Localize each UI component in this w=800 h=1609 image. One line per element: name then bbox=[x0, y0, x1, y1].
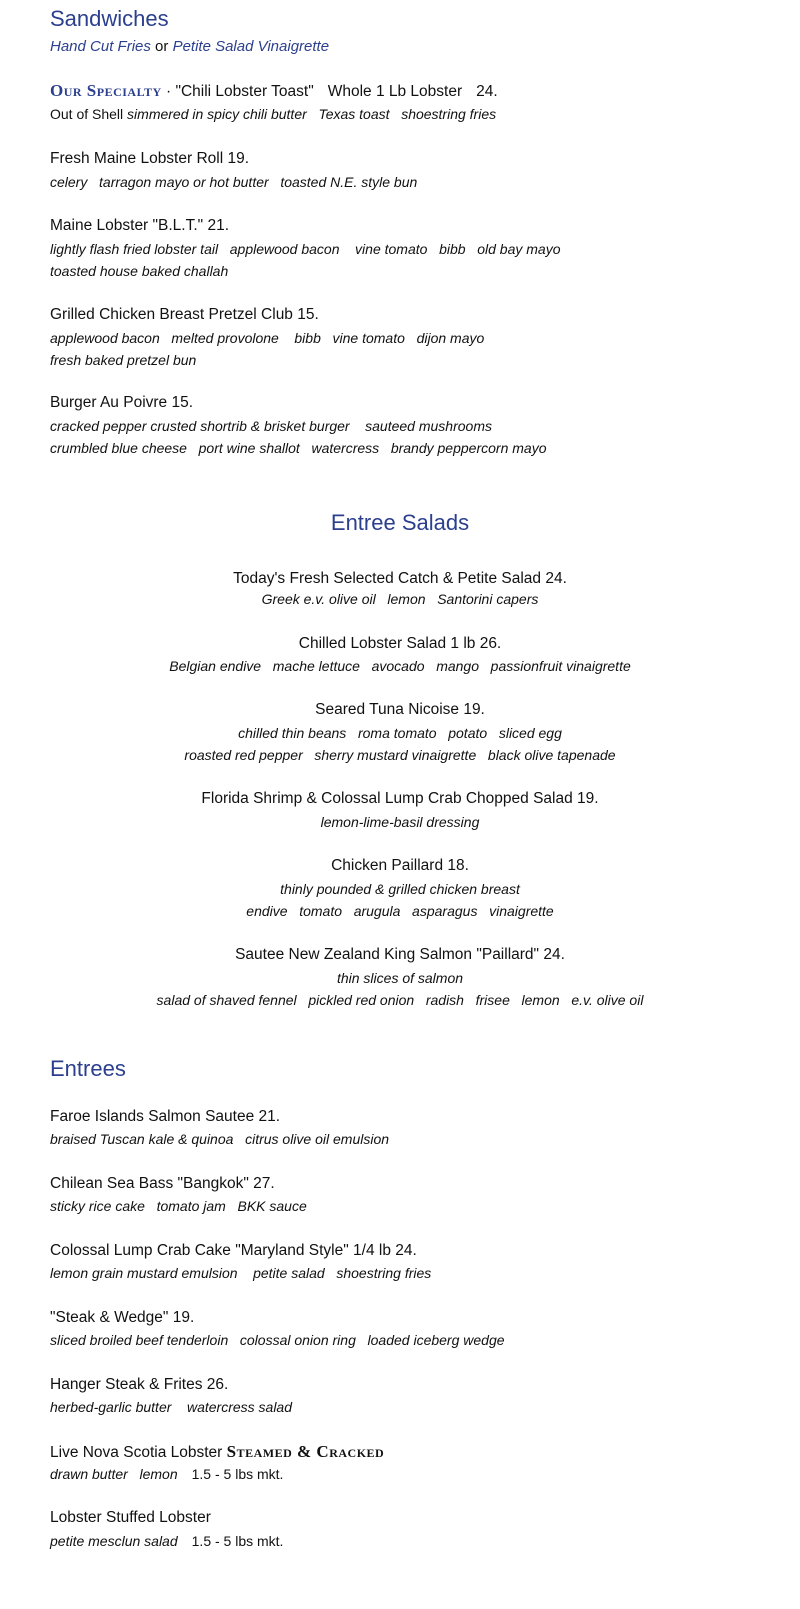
menu-item-desc: sliced broiled beef tenderloin colossal onion ring loaded iceberg wedge bbox=[50, 1332, 505, 1348]
stuffed-lobster-price: 1.5 - 5 lbs mkt. bbox=[191, 1533, 284, 1549]
menu-item-name: Seared Tuna Nicoise 19. bbox=[315, 701, 485, 718]
menu-item-name: "Steak & Wedge" 19. bbox=[50, 1309, 195, 1326]
menu-item-desc: Belgian endive mache lettuce avocado mango passionfruit vinaigrette bbox=[169, 658, 631, 674]
specialty-price: 24. bbox=[476, 83, 498, 100]
menu-item-desc: Greek e.v. olive oil lemon Santorini capers bbox=[261, 591, 539, 607]
live-lobster-price: 1.5 - 5 lbs mkt. bbox=[191, 1466, 284, 1482]
specialty-dot: · bbox=[165, 83, 172, 100]
stuffed-lobster-desc bbox=[50, 1530, 283, 1552]
menu-item-name: Grilled Chicken Breast Pretzel Club 15. bbox=[50, 306, 319, 323]
menu-item-name: Faroe Islands Salmon Sautee 21. bbox=[50, 1108, 281, 1125]
side-fries: Hand Cut Fries bbox=[50, 38, 151, 55]
entrees-heading: Entrees bbox=[50, 1056, 126, 1081]
menu-item-desc: cracked pepper crusted shortrib & brisket burger sauteed mushrooms bbox=[50, 418, 492, 434]
menu-item-name: Fresh Maine Lobster Roll 19. bbox=[50, 150, 250, 167]
specialty-desc-italic: simmered in spicy chili butter Texas toast shoestring fries bbox=[127, 106, 497, 122]
specialty-title bbox=[50, 81, 498, 102]
menu-item-desc: sticky rice cake tomato jam BKK sauce bbox=[50, 1198, 307, 1214]
menu-item-desc: salad of shaved fennel pickled red onion radish frisee lemon e.v. olive oil bbox=[156, 992, 644, 1008]
menu-item-desc: lemon-lime-basil dressing bbox=[320, 814, 480, 830]
menu-item-name: Hanger Steak & Frites 26. bbox=[50, 1376, 229, 1393]
live-lobster-name: Live Nova Scotia Lobster bbox=[50, 1444, 223, 1461]
stuffed-lobster-desc-italic: petite mesclun salad bbox=[50, 1533, 178, 1549]
menu-item-desc: herbed-garlic butter watercress salad bbox=[50, 1399, 292, 1415]
specialty-label: Our Specialty bbox=[50, 81, 162, 100]
sandwiches-sides bbox=[50, 37, 329, 57]
menu-item-name: Colossal Lump Crab Cake "Maryland Style" 1/4 lb 24. bbox=[50, 1242, 417, 1259]
menu-item-name: Today's Fresh Selected Catch & Petite Salad 24. bbox=[233, 570, 567, 587]
menu-item-desc: thinly pounded & grilled chicken breast bbox=[280, 881, 520, 897]
menu-item-name: Chilled Lobster Salad 1 lb 26. bbox=[298, 635, 502, 652]
live-lobster-desc-italic: drawn butter lemon bbox=[50, 1466, 178, 1482]
menu-item-name: Chilean Sea Bass "Bangkok" 27. bbox=[50, 1175, 275, 1192]
menu-item-desc: endive tomato arugula asparagus vinaigrette bbox=[246, 903, 554, 919]
specialty-desc bbox=[50, 103, 496, 125]
live-lobster-style: Steamed & Cracked bbox=[226, 1442, 385, 1461]
specialty-detail: Whole 1 Lb Lobster bbox=[327, 83, 463, 100]
menu-item-name: Florida Shrimp & Colossal Lump Crab Chopped Salad 19. bbox=[201, 790, 599, 807]
entree-salads-heading: Entree Salads bbox=[330, 510, 470, 535]
specialty-name: "Chili Lobster Toast" bbox=[175, 83, 314, 100]
menu-item-name: Burger Au Poivre 15. bbox=[50, 394, 194, 411]
menu-item-desc: celery tarragon mayo or hot butter toasted N.E. style bun bbox=[50, 174, 418, 190]
live-lobster-desc bbox=[50, 1463, 283, 1485]
menu-item-name: Sautee New Zealand King Salmon "Paillard" 24. bbox=[235, 946, 565, 963]
menu-item-name: Lobster Stuffed Lobster bbox=[50, 1509, 211, 1526]
menu-item-desc: lightly flash fried lobster tail applewood bacon vine tomato bibb old bay mayo bbox=[50, 241, 561, 257]
menu-item-desc: lemon grain mustard emulsion petite salad shoestring fries bbox=[50, 1265, 432, 1281]
menu-item-desc: applewood bacon melted provolone bibb vine tomato dijon mayo bbox=[50, 330, 485, 346]
menu-item-name: Maine Lobster "B.L.T." 21. bbox=[50, 217, 230, 234]
side-salad: Petite Salad Vinaigrette bbox=[172, 38, 330, 55]
menu-item-desc: fresh baked pretzel bun bbox=[50, 352, 197, 368]
specialty-desc-plain: Out of Shell bbox=[50, 106, 124, 122]
menu-item-desc: crumbled blue cheese port wine shallot watercress brandy peppercorn mayo bbox=[50, 440, 547, 456]
menu-item-desc: braised Tuscan kale & quinoa citrus olive oil emulsion bbox=[50, 1131, 390, 1147]
menu-item-name: Chicken Paillard 18. bbox=[331, 857, 469, 874]
live-lobster-title bbox=[50, 1442, 384, 1463]
side-or: or bbox=[155, 38, 169, 55]
menu-item-desc: toasted house baked challah bbox=[50, 263, 229, 279]
sandwiches-heading: Sandwiches bbox=[50, 6, 169, 31]
menu-item-desc: chilled thin beans roma tomato potato sliced egg bbox=[238, 725, 562, 741]
menu-item-desc: roasted red pepper sherry mustard vinaigrette black olive tapenade bbox=[184, 747, 616, 763]
menu-item-desc: thin slices of salmon bbox=[336, 970, 464, 986]
